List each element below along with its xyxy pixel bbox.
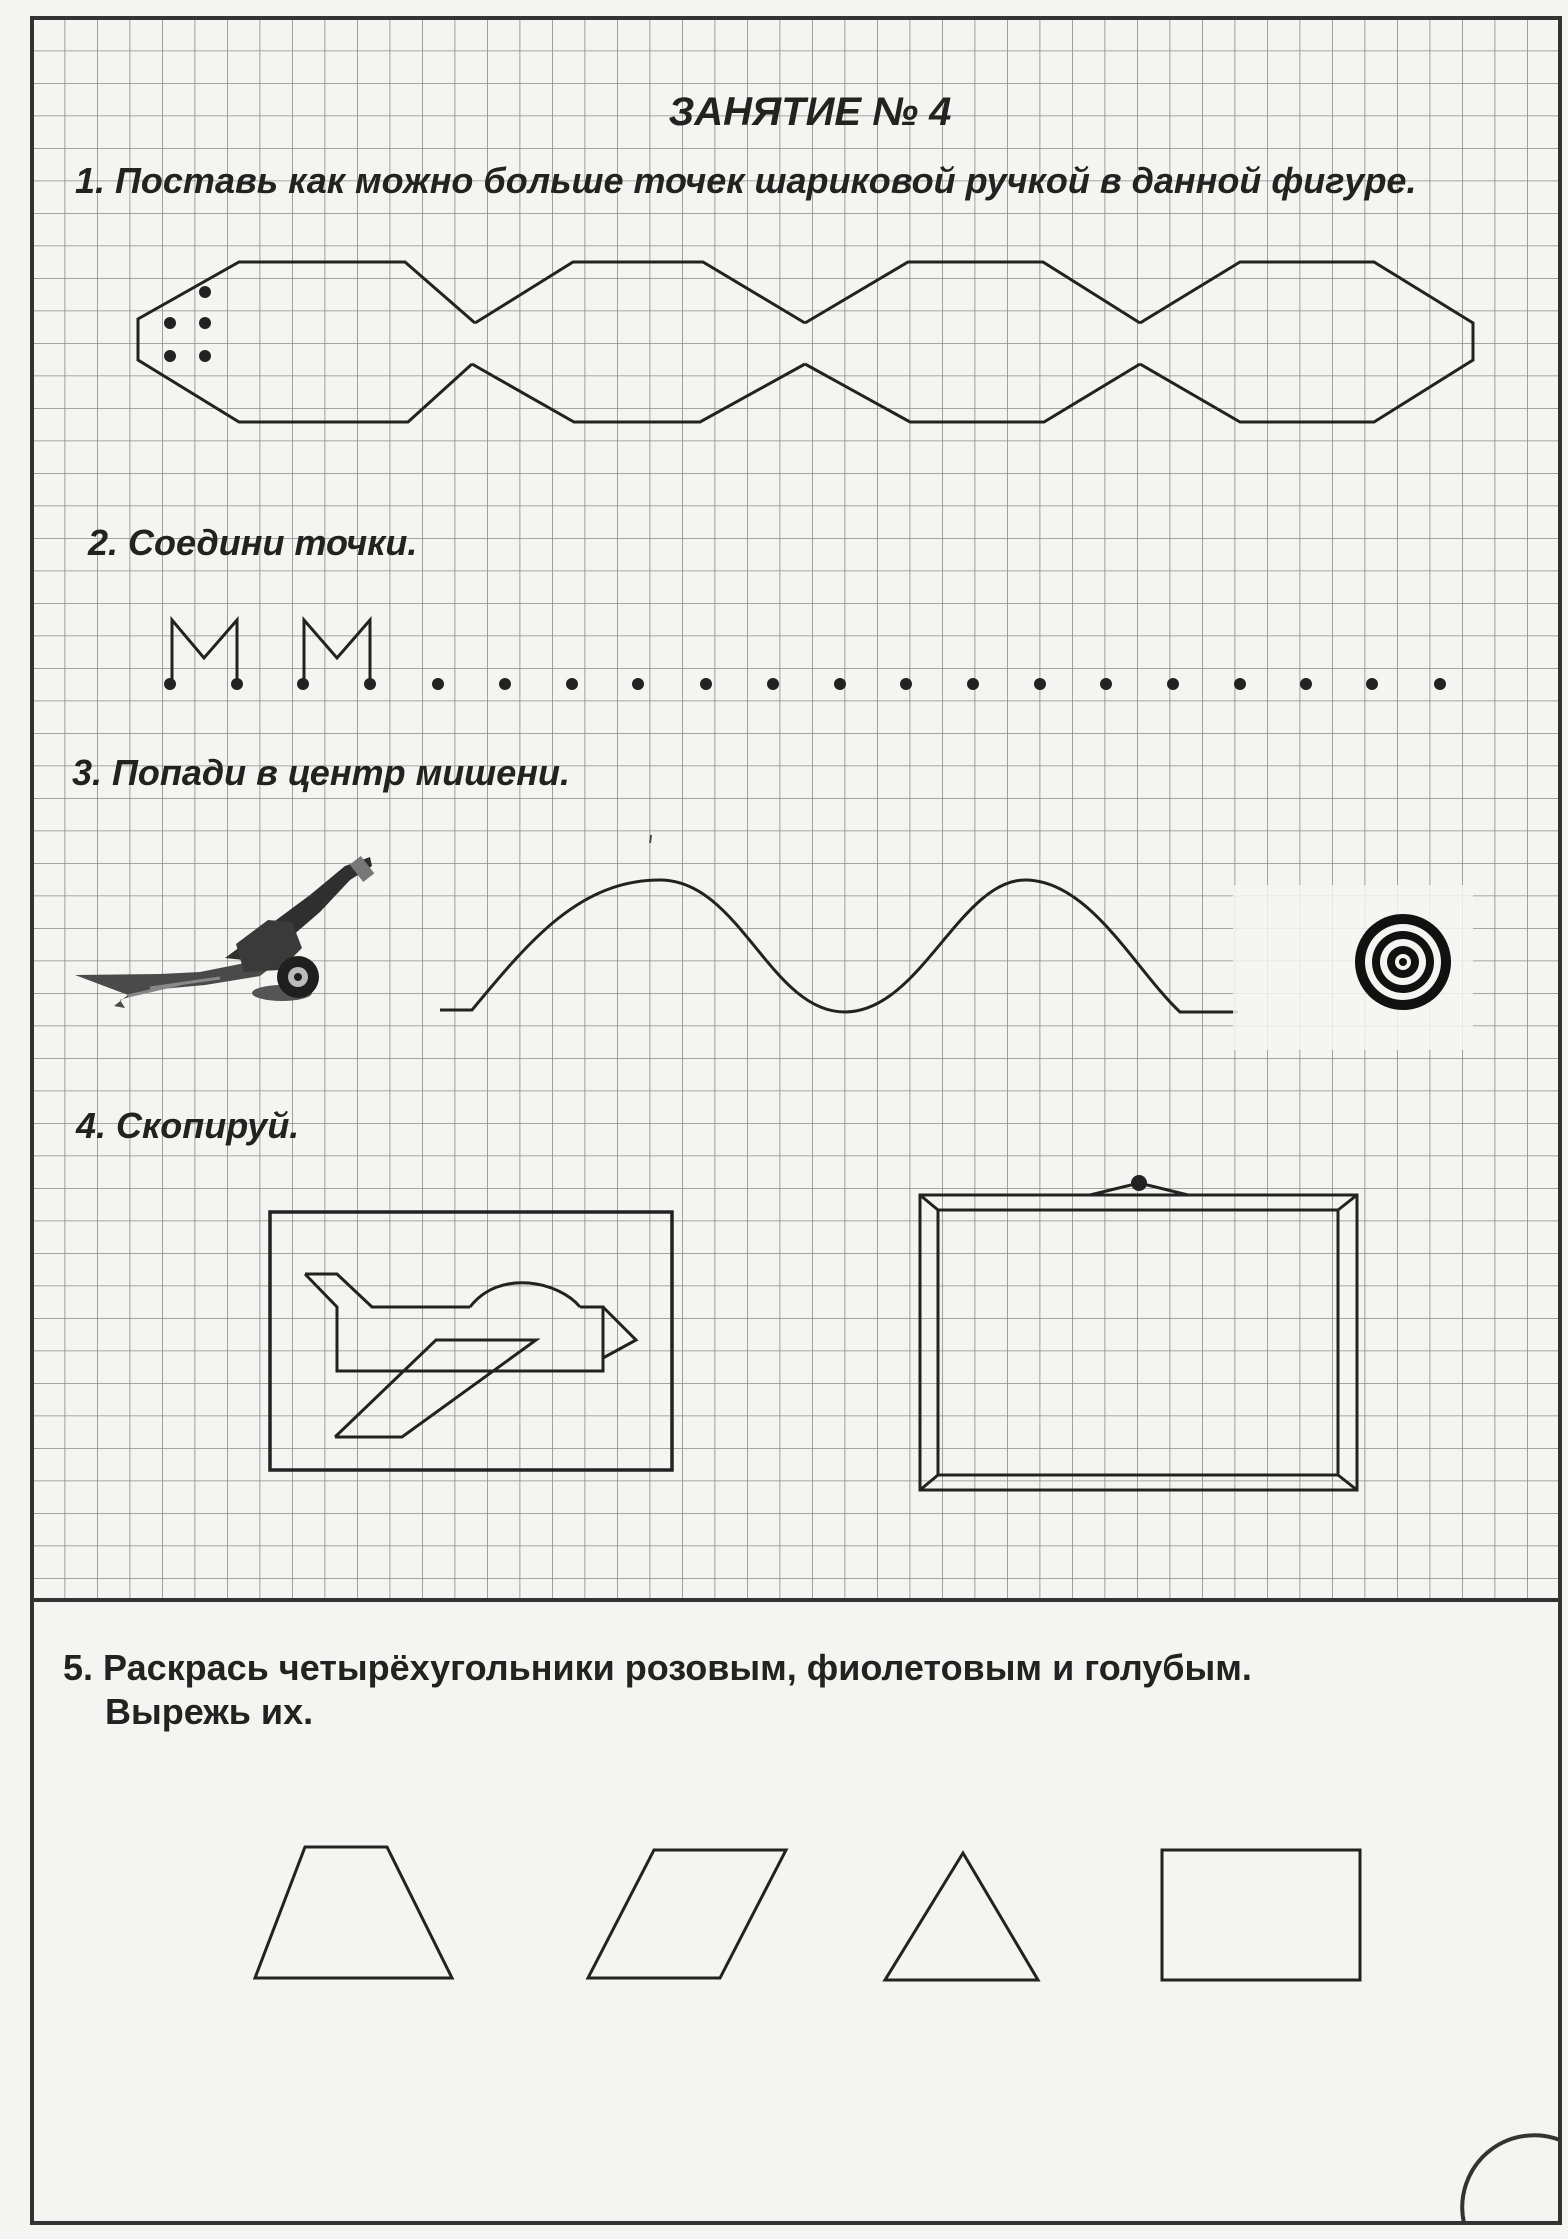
task-5-instruction — [63, 1646, 1252, 1734]
task-1-instruction: 1. Поставь как можно больше точек шариковой ручкой в данной фигуре. — [75, 160, 1417, 201]
task-5-line-2: Вырежь их. — [105, 1691, 314, 1732]
shapes-to-color — [255, 1847, 1360, 1980]
parallelogram-shape — [588, 1850, 786, 1978]
frame-nail — [1131, 1175, 1147, 1191]
corner-tab — [1462, 2135, 1560, 2223]
task-3-instruction: 3. Попади в центр мишени. — [72, 752, 570, 793]
small-tick — [650, 835, 651, 843]
page-title: ЗАНЯТИЕ № 4 — [668, 90, 952, 134]
task-5-line-1: 5. Раскрась четырёхугольники розовым, фиолетовым и голубым. — [63, 1647, 1252, 1688]
rectangle-shape — [1162, 1850, 1360, 1980]
task-2-instruction: 2. Соедини точки. — [88, 522, 418, 563]
target-icon — [1233, 885, 1473, 1050]
triangle-shape — [885, 1853, 1038, 1980]
trapezoid-shape — [255, 1847, 452, 1978]
graph-paper-grid — [32, 18, 1560, 1600]
task-4-instruction: 4. Скопируй. — [76, 1105, 300, 1146]
